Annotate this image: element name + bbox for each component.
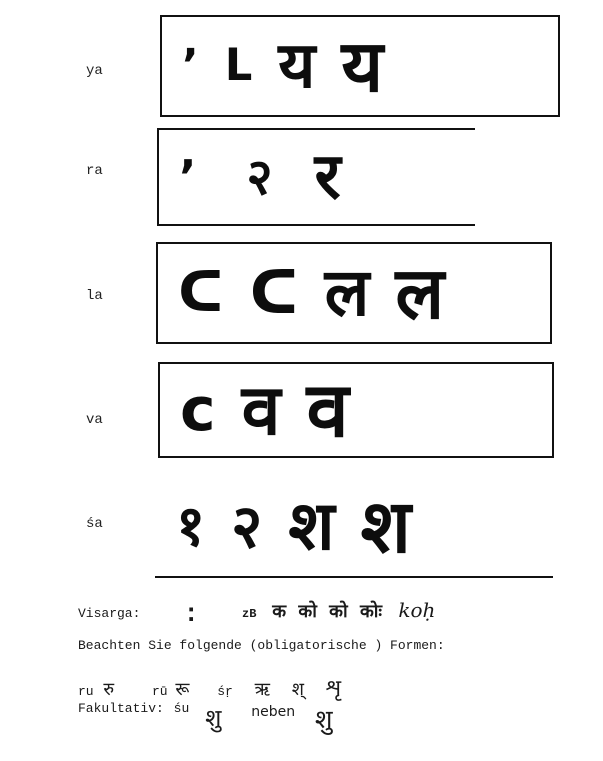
form-ruu-glyph: रू: [175, 679, 190, 700]
stroke-glyph: १: [176, 494, 206, 559]
stroke-glyph: य: [278, 29, 316, 103]
divider-rule: [155, 576, 553, 578]
fakultativ-su-label: śu: [173, 701, 190, 716]
stroke-glyph: ᑕ: [249, 258, 299, 328]
visarga-line: [78, 598, 435, 629]
forms-line: [78, 672, 347, 702]
form-ruu-label: rū: [152, 684, 168, 699]
fakultativ-form-1: शु: [205, 704, 222, 732]
stroke-glyph: व: [241, 369, 281, 451]
form-ru-label: ru: [78, 684, 94, 699]
visarga-seq-item: कोः: [359, 601, 383, 622]
obligatory-forms-note: Beachten Sie folgende (obligatorische ) Formen:: [78, 638, 445, 653]
visarga-sign: :: [183, 598, 200, 629]
form-ru-glyph: रु: [103, 679, 115, 700]
row-label-va: va: [86, 412, 103, 428]
form-sr-item: शृ: [325, 676, 342, 701]
stroke-glyph: व: [306, 365, 349, 454]
stroke-glyph: श: [288, 487, 335, 566]
stroke-box-la: [156, 242, 552, 344]
visarga-seq-item: क: [272, 601, 287, 622]
stroke-glyph: श: [360, 484, 411, 570]
stroke-glyph: c: [180, 375, 216, 445]
visarga-seq-item: को: [329, 601, 348, 622]
stroke-box-ya: [160, 15, 560, 117]
row-label-ra: ra: [86, 163, 103, 179]
stroke-glyph: ल: [395, 251, 445, 335]
stroke-glyph: २: [231, 492, 263, 562]
neben-word: neben: [251, 704, 296, 720]
stroke-glyph: ʼ: [179, 150, 197, 204]
stroke-glyph: ᒪ: [224, 40, 253, 91]
form-sr-item: ऋ: [254, 679, 271, 700]
stroke-row-sha: [176, 482, 516, 572]
zb-abbrev: zB: [242, 607, 257, 621]
stroke-glyph: ल: [324, 254, 370, 331]
form-sr-label: śṛ: [217, 684, 233, 699]
visarga-sequence: [272, 601, 394, 622]
stroke-box-va: [158, 362, 554, 458]
form-sr-item: श्: [291, 679, 304, 700]
stroke-glyph: ʼ: [182, 40, 199, 91]
stroke-glyph: र: [314, 140, 341, 214]
stroke-glyph: २: [246, 148, 273, 206]
visarga-label: Visarga:: [78, 606, 141, 621]
fakultativ-label: Fakultativ:: [78, 701, 164, 716]
stroke-box-ra: [157, 128, 475, 226]
visarga-translit: koḥ: [398, 598, 436, 622]
row-label-sha: śa: [86, 516, 103, 532]
stroke-glyph: य: [341, 24, 384, 108]
stroke-glyph: ᑕ: [178, 260, 224, 325]
fakultativ-form-2: शु: [314, 705, 333, 735]
visarga-seq-item: को: [298, 601, 317, 622]
row-label-la: la: [86, 288, 103, 304]
fakultativ-line: [78, 700, 333, 736]
form-sr-sequence: [254, 676, 347, 701]
row-label-ya: ya: [86, 63, 103, 79]
